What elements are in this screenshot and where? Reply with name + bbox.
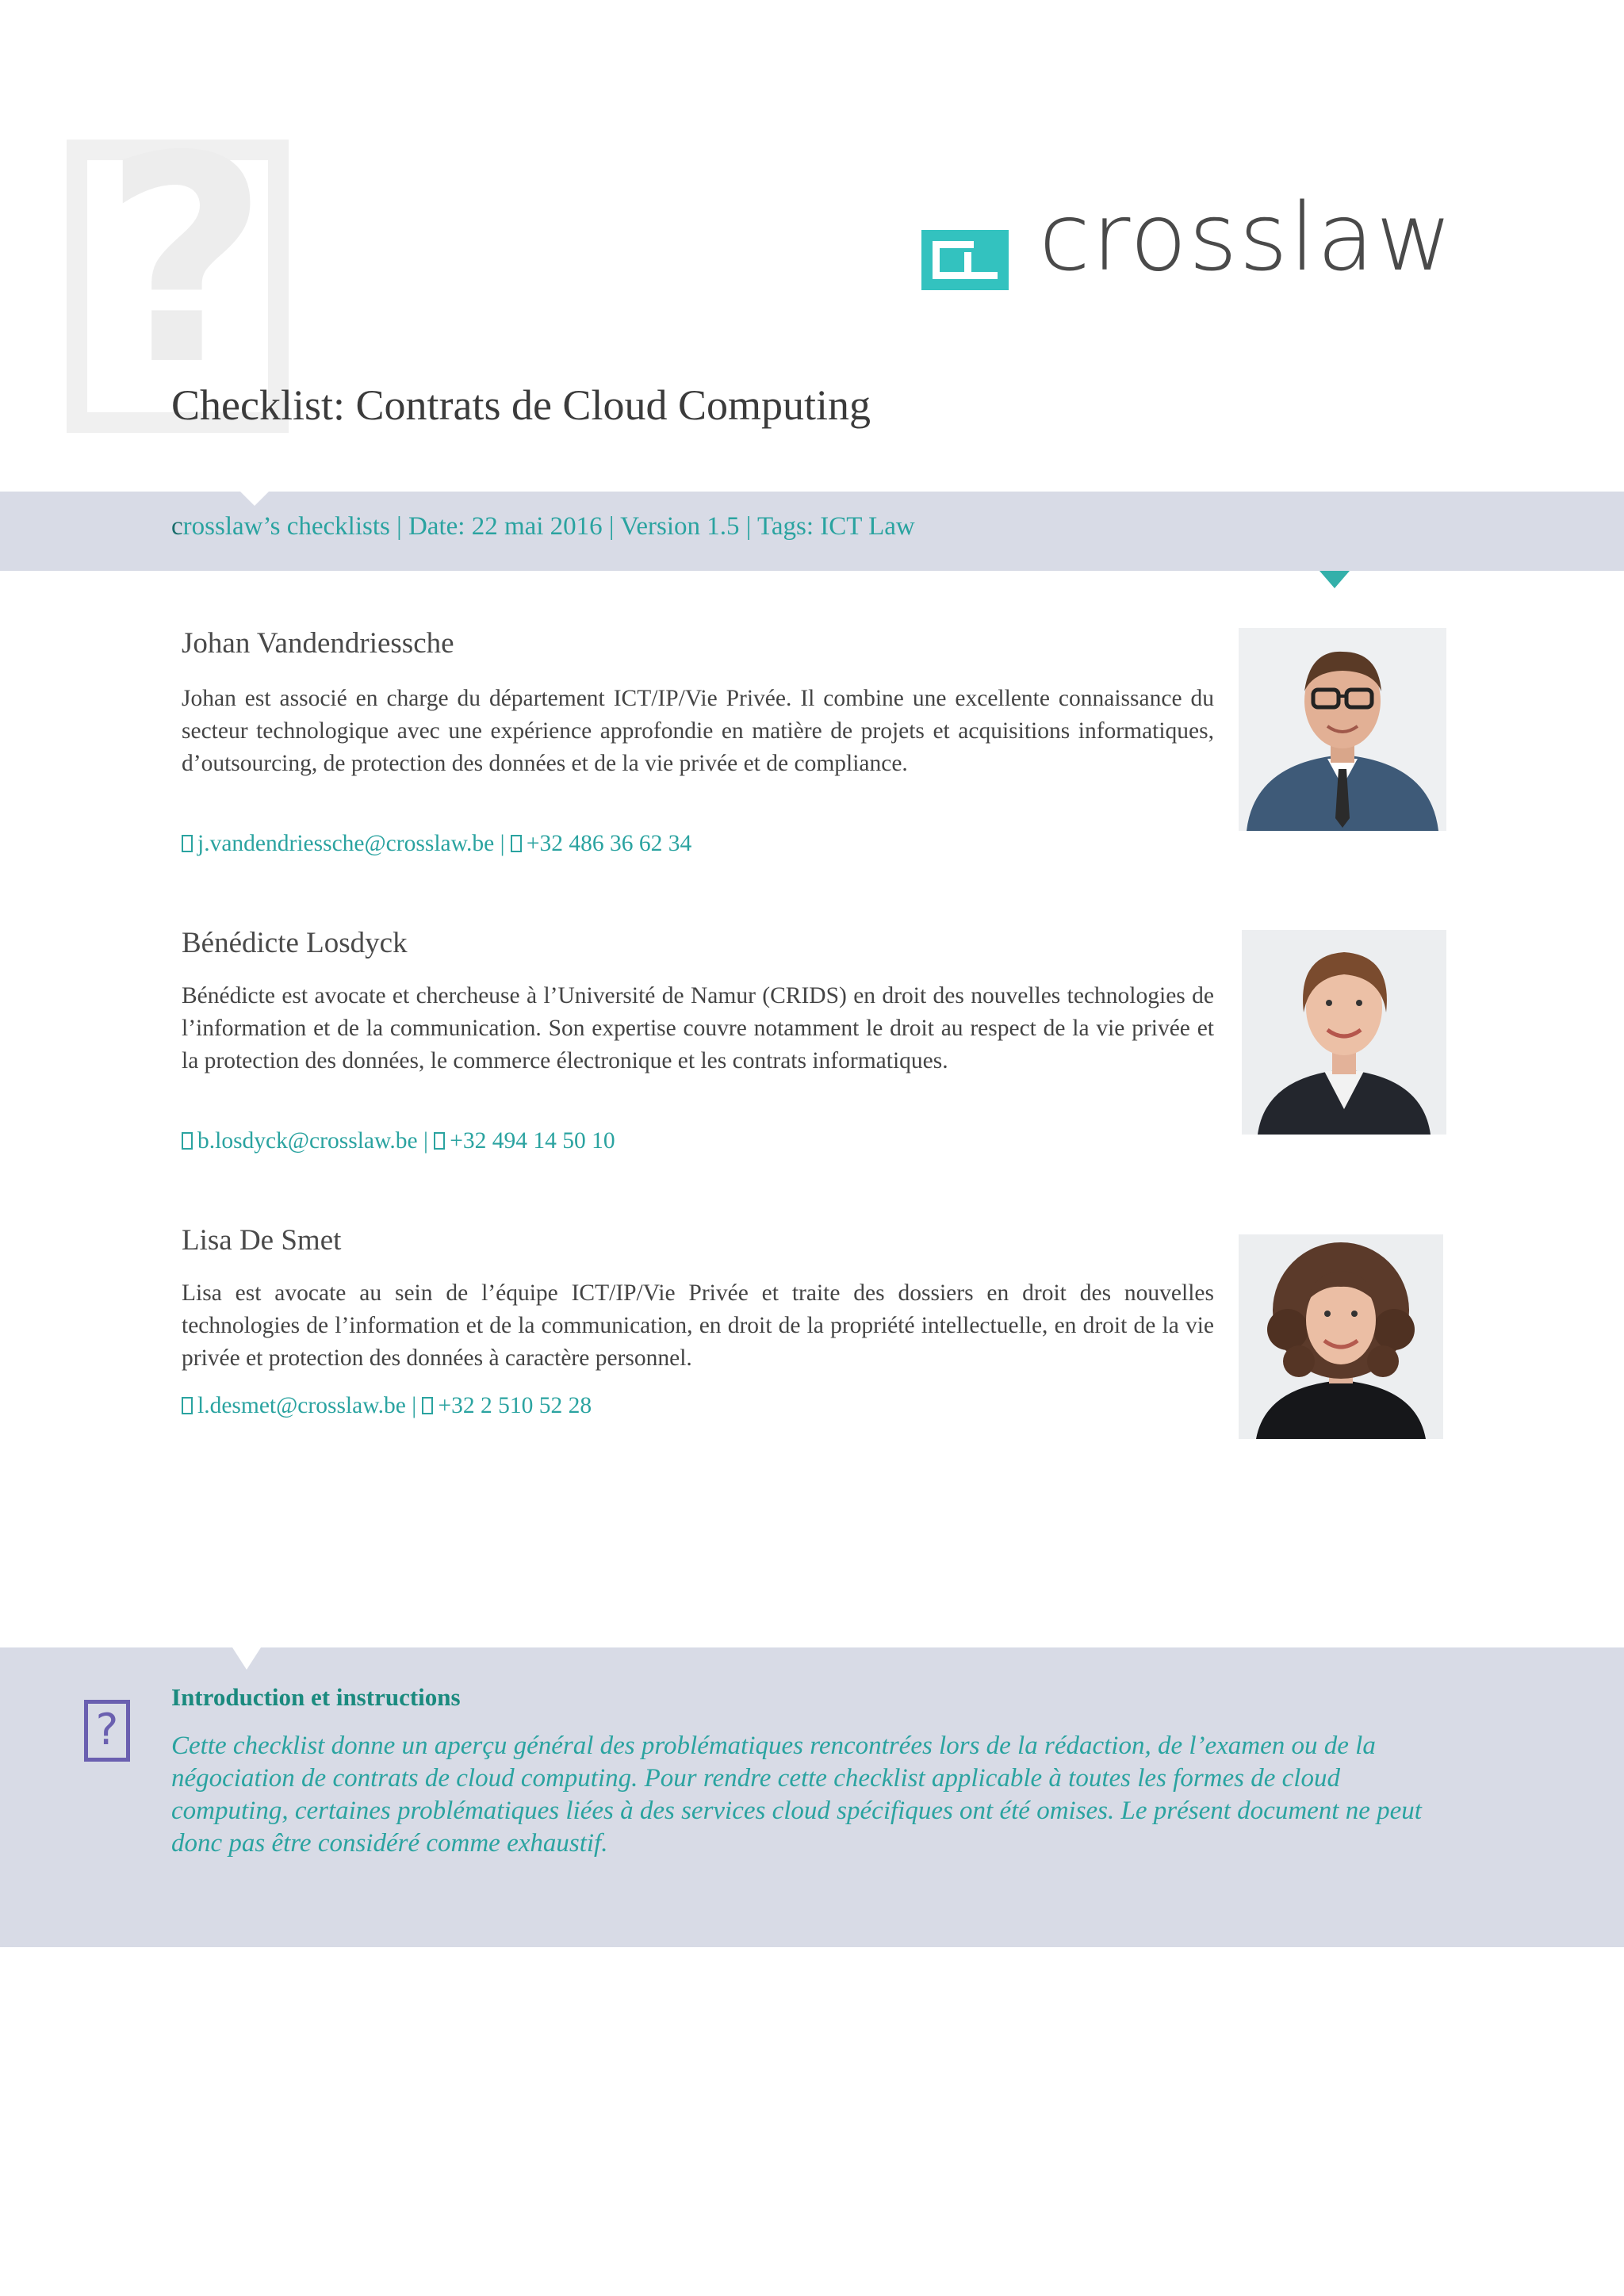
question-watermark-icon: ? <box>103 95 269 427</box>
email-icon <box>182 835 193 852</box>
person-contact <box>182 1128 615 1154</box>
person-bio: Lisa est avocate au sein de l’équipe ICT/IP/Vie Privée et traite des dossiers en droit des nouvelles technologies de l’information et de la communication, en droit de la propriété intellectuelle, en droit de la vie privée et protection des données à caractère personnel. <box>182 1280 1214 1371</box>
email-icon <box>182 1132 193 1150</box>
person-photo <box>1239 628 1446 831</box>
person-photo <box>1239 1234 1443 1439</box>
header-band-meta: rosslaw’s checklists | Date: 22 mai 2016 | Version 1.5 | Tags: ICT Law <box>182 512 915 541</box>
phone-icon <box>511 835 522 852</box>
header-band-pointer-icon <box>1320 571 1350 588</box>
phone-icon <box>434 1132 445 1150</box>
email-icon <box>182 1397 193 1414</box>
person-phone[interactable]: +32 494 14 50 10 <box>450 1128 615 1154</box>
phone-icon <box>422 1397 433 1414</box>
contact-separator: | <box>500 831 505 856</box>
person-name: Johan Vandendriessche <box>182 627 454 660</box>
header-band-first-letter: c <box>171 512 183 541</box>
person-email[interactable]: j.vandendriessche@crosslaw.be <box>197 831 495 856</box>
contact-separator: | <box>423 1128 428 1154</box>
crosslaw-logo-text: crosslaw <box>1039 182 1454 292</box>
person-bio: Bénédicte est avocate et chercheuse à l’Université de Namur (CRIDS) en droit des nouvelles technologies de l’information et de la communication. Son expertise couvre notamment le droit au respect de la vie privée et la protection des données, le commerce électronique et les contrats informatiques. <box>182 983 1214 1073</box>
person-name: Bénédicte Losdyck <box>182 927 408 959</box>
person-phone[interactable]: +32 2 510 52 28 <box>438 1393 592 1418</box>
question-icon: ? <box>84 1700 130 1762</box>
person-name: Lisa De Smet <box>182 1224 342 1257</box>
crosslaw-logo <box>921 182 1454 298</box>
person-email[interactable]: l.desmet@crosslaw.be <box>197 1393 406 1418</box>
intro-heading: Introduction et instructions <box>171 1683 461 1711</box>
document-title: Checklist: Contrats de Cloud Computing <box>171 381 871 429</box>
intro-body: Cette checklist donne un aperçu général des problématiques rencontrées lors de la rédaction, de l’examen ou de la négociation de contrats de cloud computing. Pour rendre cette checklist applicable à toutes les formes de cloud computing, certaines problématiques liées à des services cloud spécifiques ont été omises. Le présent document ne peut donc pas être considéré comme exhaustif. <box>171 1732 1422 1858</box>
person-email[interactable]: b.losdyck@crosslaw.be <box>197 1128 418 1154</box>
crosslaw-logo-mark-icon <box>921 230 1009 290</box>
person-contact <box>182 831 691 857</box>
intro-band-notch <box>232 1647 261 1670</box>
person-phone[interactable]: +32 486 36 62 34 <box>526 831 692 856</box>
person-bio: Johan est associé en charge du département ICT/IP/Vie Privée. Il combine une excellente connaissance du secteur technologique avec une expérience approfondie en matière de projets et acquisitions informatiques, d’outsourcing, de protection des données et de la vie privée et de compliance. <box>182 686 1214 776</box>
person-contact <box>182 1393 592 1419</box>
header-band-text <box>171 512 915 541</box>
header-band-notch <box>240 492 269 506</box>
contact-separator: | <box>412 1393 417 1418</box>
person-photo <box>1242 930 1446 1135</box>
